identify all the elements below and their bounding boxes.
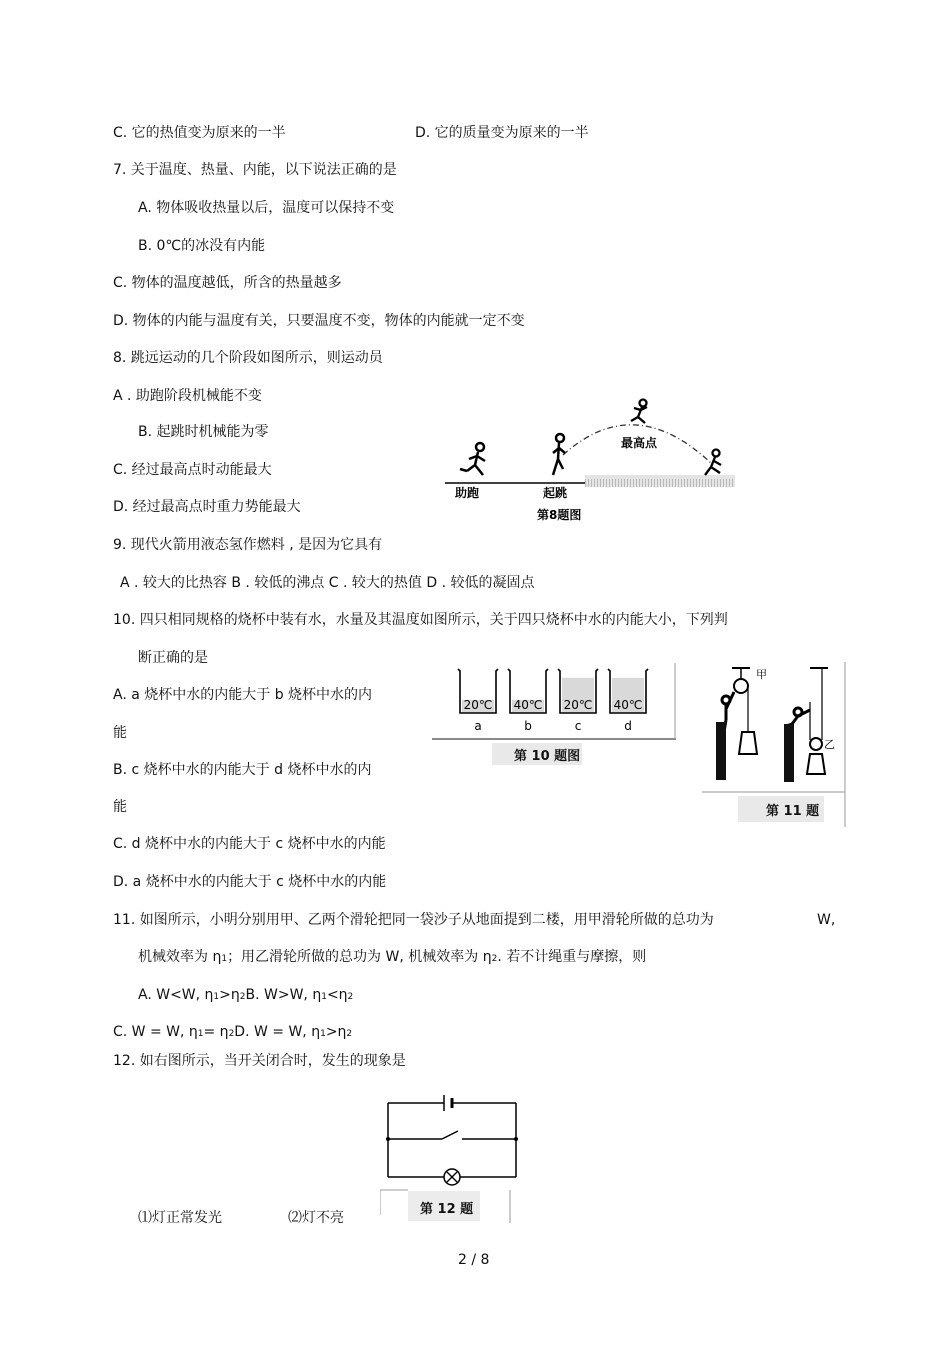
sandbag-yi — [807, 754, 825, 774]
sub-2: 2 — [239, 992, 246, 1002]
runner-figure — [460, 443, 485, 475]
q11-opt-b-part2: <η — [326, 987, 348, 1003]
sub-2: 2 — [491, 954, 498, 964]
beaker-temp: 40℃ — [613, 698, 643, 712]
label-top: 最高点 — [621, 436, 658, 450]
q6-option-d: D. 它的质量变为原来的一半 — [415, 125, 589, 141]
q8-option-c: C. 经过最高点时动能最大 — [113, 462, 272, 478]
q11-opt-c-part1: C. W = W, η — [113, 1024, 198, 1040]
pulley-figure — [702, 662, 846, 828]
q11-line2-part4: . 若不计绳重与摩擦，则 — [497, 949, 647, 965]
beaker-temp: 20℃ — [463, 698, 493, 712]
q10-option-c: C. d 烧杯中水的内能大于 c 烧杯中水的内能 — [113, 836, 386, 852]
sub-1: 1 — [197, 1029, 204, 1039]
q7-option-b: B. 0℃的冰没有内能 — [138, 238, 266, 254]
beaker-label: b — [524, 719, 532, 733]
q7-option-a: A. 物体吸收热量以后，温度可以保持不变 — [138, 200, 395, 216]
fixed-pulley — [734, 679, 748, 693]
beaker-a — [458, 669, 498, 733]
q12-stem: 12. 如右图所示，当开关闭合时，发生的现象是 — [113, 1053, 406, 1069]
beaker-temp: 20℃ — [563, 698, 593, 712]
q11-stem-line1-end: W, — [817, 912, 836, 928]
circuit-figure — [380, 1085, 522, 1225]
q10-stem-line1: 10. 四只相同规格的烧杯中装有水，水量及其温度如图所示，关于四只烧杯中水的内能大小，下列判 — [113, 612, 728, 628]
q8-stem: 8. 跳远运动的几个阶段如图所示，则运动员 — [113, 350, 383, 366]
wall-jia — [716, 722, 726, 780]
q11-line2-part1: 机械效率为 η — [138, 949, 222, 965]
q11-opt-d-part2: >η — [325, 1024, 347, 1040]
q9-options: A . 较大的比热容 B . 较低的沸点 C . 较大的热值 D . 较低的凝固点 — [120, 575, 535, 591]
long-jump-figure — [445, 395, 745, 525]
q10-stem-line2: 断正确的是 — [138, 650, 208, 666]
q11-opt-a-part2: >η — [219, 987, 240, 1003]
label-jump: 起跳 — [543, 486, 568, 500]
label-run: 助跑 — [455, 486, 480, 500]
wall-yi — [784, 724, 794, 782]
figure-10-caption: 第 10 题图 — [514, 749, 581, 764]
q9-stem: 9. 现代火箭用液态氢作燃料 , 是因为它具有 — [113, 537, 383, 553]
q8-option-d: D. 经过最高点时重力势能最大 — [113, 499, 301, 515]
label-yi: 乙 — [824, 738, 835, 751]
q11-opt-c-part2: = η — [203, 1024, 229, 1040]
person-yi — [786, 708, 810, 726]
q8-option-a: A . 助跑阶段机械能不变 — [113, 388, 262, 404]
figure-8-caption: 第8题图 — [537, 508, 582, 522]
q7-option-d: D. 物体的内能与温度有关，只要温度不变，物体的内能就一定不变 — [113, 313, 525, 329]
jumper-landing-figure — [705, 450, 721, 476]
page-number: 2 / 8 — [458, 1252, 490, 1268]
figure-12-caption: 第 12 题 — [420, 1202, 474, 1217]
q11-stem-line1: 11. 如图所示，小明分别用甲、乙两个滑轮把同一袋沙子从地面提到二楼，用甲滑轮所做的总功为 — [113, 912, 714, 928]
switch — [442, 1131, 458, 1139]
beaker-c — [558, 669, 598, 733]
q11-line2-part2: ；用乙滑轮所做的总功为 — [227, 949, 382, 965]
q8-option-b: B. 起跳时机械能为零 — [138, 424, 269, 440]
label-jia: 甲 — [756, 668, 767, 681]
q12-option-2: ⑵灯不亮 — [288, 1210, 344, 1226]
sandbag-jia — [739, 732, 757, 754]
q6-option-c: C. 它的热值变为原来的一半 — [113, 125, 286, 141]
beaker-b — [508, 669, 548, 733]
sub-1: 1 — [320, 1029, 326, 1039]
figure-11-caption: 第 11 题 — [766, 804, 820, 819]
beaker-d — [608, 669, 648, 733]
q12-option-1: ⑴灯正常发光 — [138, 1210, 222, 1226]
q10-option-a-line1: A. a 烧杯中水的内能大于 b 烧杯中水的内 — [113, 687, 373, 703]
sub-2: 2 — [346, 1029, 353, 1039]
q11-opt-d-part1: D. W = W, η — [234, 1024, 321, 1040]
q11-opt-a-part1: A. W<W, η — [138, 987, 214, 1003]
q10-option-b-line1: B. c 烧杯中水的内能大于 d 烧杯中水的内 — [113, 762, 372, 778]
beaker-label: c — [574, 719, 582, 733]
beaker-label: a — [474, 719, 482, 733]
q10-option-d: D. a 烧杯中水的内能大于 c 烧杯中水的内能 — [113, 874, 387, 890]
jumper-top-figure — [631, 400, 647, 424]
sub-1: 1 — [221, 954, 228, 964]
sub-2: 2 — [347, 992, 354, 1002]
q7-stem: 7. 关于温度、热量、内能，以下说法正确的是 — [113, 162, 397, 178]
q10-option-a-line2: 能 — [113, 725, 127, 741]
q7-option-c: C. 物体的温度越低，所含的热量越多 — [113, 275, 342, 291]
beaker-temp: 40℃ — [513, 698, 543, 712]
movable-pulley — [810, 738, 822, 750]
q11-stem-line2 — [138, 948, 646, 968]
q10-option-b-line2: 能 — [113, 799, 127, 815]
sub-2: 2 — [228, 1029, 235, 1039]
q11-line2-part3: W, 机械效率为 η — [385, 949, 492, 965]
beakers-figure — [432, 663, 676, 771]
sub-1: 1 — [213, 992, 220, 1002]
q11-opt-b-part1: B. W>W, η — [245, 987, 322, 1003]
q11-options-cd — [113, 1023, 352, 1043]
sub-1: 1 — [321, 992, 327, 1002]
beaker-label: d — [624, 719, 632, 733]
q11-options-ab — [138, 986, 353, 1006]
